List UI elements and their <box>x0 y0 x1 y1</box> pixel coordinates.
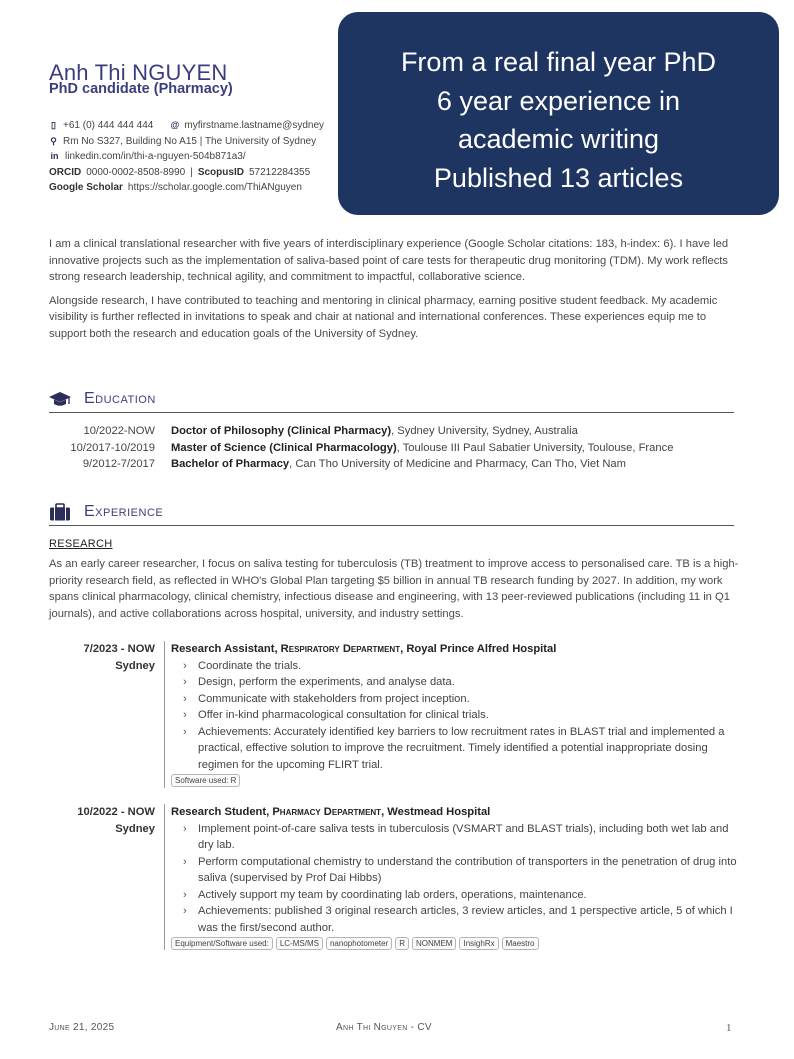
chevron-right-icon: › <box>183 822 187 835</box>
job-entry <box>49 804 739 954</box>
job-department: Pharmacy Department <box>272 806 382 818</box>
education-row <box>49 440 739 457</box>
tool-tag: Equipment/Software used: <box>171 937 273 950</box>
chevron-right-icon: › <box>183 905 187 917</box>
chevron-right-icon: › <box>183 855 187 868</box>
education-place: , Sydney University, Sydney, Australia <box>391 425 578 437</box>
education-place: , Toulouse III Paul Sabatier University, Toulouse, France <box>396 441 674 454</box>
tool-tag: InsighRx <box>459 937 498 950</box>
phone-text: +61 (0) 444 444 444 <box>63 120 154 131</box>
job-organization: Westmead Hospital <box>387 806 491 818</box>
chevron-right-icon: › <box>183 888 187 901</box>
contact-block <box>49 118 324 196</box>
education-heading <box>49 387 734 413</box>
experience-heading <box>49 500 734 526</box>
scopus-label: ScopusID <box>197 166 244 178</box>
list-item: › Coordinate the trials. <box>171 658 746 675</box>
education-row <box>49 423 739 440</box>
job-bullets <box>171 658 746 774</box>
briefcase-icon <box>49 503 71 521</box>
research-intro: As an early career researcher, I focus on saliva testing for tuberculosis (TB) treatment to improve access to personalised care. TB is a high-priority research field, as reflected in WHO's Global Plan targeting $5 billion in annual TB research funding by 2027. In addition, my work spans clinical pharmacology, clinical chemistry, infectious disease and engineering, with 13 peer-reviewed publications (including 11 in Q1 journals), and active collaborations across hospital, university, and industry settings. <box>49 558 739 620</box>
chevron-right-icon: › <box>183 725 187 738</box>
tool-tags <box>171 937 746 950</box>
education-date: 10/2022-NOW <box>83 425 155 437</box>
tool-tag: Software used: R <box>171 774 240 787</box>
callout-line-2: 6 year experience in <box>436 85 681 116</box>
job-divider <box>164 804 165 950</box>
scholar-link[interactable]: https://scholar.google.com/ThiANguyen <box>127 182 302 193</box>
phone-icon: ▯ <box>51 120 56 130</box>
email-icon: @ <box>170 120 180 130</box>
orcid-link[interactable]: 0000-0002-8508-8990 <box>86 166 186 178</box>
job-department: Respiratory Department <box>280 643 401 655</box>
job-date: 7/2023 - NOW <box>83 643 155 655</box>
chevron-right-icon: › <box>183 676 187 688</box>
email-link[interactable]: myfirstname.lastname@sydney <box>184 120 325 131</box>
education-list <box>49 423 739 473</box>
job-city: Sydney <box>115 659 155 672</box>
research-subheading: RESEARCH <box>49 538 113 550</box>
contact-row-scholar <box>49 180 324 196</box>
job-divider <box>164 641 165 788</box>
education-row <box>49 456 739 473</box>
footer-page-number: 1 <box>726 1022 732 1034</box>
job-position: Research Student <box>171 806 267 818</box>
list-item: › Achievements: Accurately identified key barriers to low recruitment rates in BLAST trial and implemented a practical, effective solution to improve the recruitment. Timely identified a potential inappropriate dosing regimen for the upcoming FLIRT trial. <box>183 725 725 771</box>
callout-line-3: academic writing <box>457 124 660 154</box>
graduation-cap-icon <box>49 390 71 408</box>
tool-tag: NONMEM <box>412 937 456 950</box>
address-text: Rm No S327, Building No A15 | The University of Sydney <box>63 135 317 147</box>
tool-tag: nanophotometer <box>326 937 392 950</box>
promo-callout <box>338 12 779 215</box>
education-degree: Master of Science (Clinical Pharmacology) <box>171 441 397 454</box>
callout-line-1: From a real final year PhD <box>400 47 717 77</box>
linkedin-link[interactable]: linkedin.com/in/thi-a-nguyen-504b871a3/ <box>65 151 246 162</box>
job-title: Research Student, Pharmacy Department, Westmead Hospital <box>171 806 491 818</box>
contact-row-linkedin <box>49 149 324 165</box>
chevron-right-icon: › <box>183 709 187 721</box>
orcid-label: ORCID <box>49 166 82 178</box>
footer-title: Anh Thi Nguyen - CV <box>336 1022 432 1033</box>
list-item: › Offer in-kind pharmacological consultation for clinical trials. <box>171 707 746 724</box>
tool-tags <box>171 774 746 787</box>
list-item: › Perform computational chemistry to understand the contribution of transporters in the penetration of drug into saliva (supervised by Prof Dai Hibbs) <box>183 855 737 884</box>
chevron-right-icon: › <box>183 692 187 705</box>
person-name: Anh Thi NGUYEN <box>49 60 228 85</box>
scholar-label: Google Scholar <box>49 182 123 193</box>
job-title: Research Assistant, Respiratory Department, Royal Prince Alfred Hospital <box>171 643 557 655</box>
list-item: › Communicate with stakeholders from project inception. <box>171 691 746 708</box>
person-role: PhD candidate (Pharmacy) <box>49 81 233 97</box>
education-date: 9/2012-7/2017 <box>82 458 155 470</box>
contact-row-address <box>49 134 324 150</box>
summary-section <box>49 236 739 349</box>
location-pin-icon: ⚲ <box>50 135 57 146</box>
scopus-link[interactable]: 57212284355 <box>248 166 311 178</box>
experience-title: Experience <box>84 503 164 520</box>
list-item: › Actively support my team by coordinating lab orders, operations, maintenance. <box>171 887 746 904</box>
linkedin-icon: in <box>50 151 59 161</box>
education-place: , Can Tho University of Medicine and Pharmacy, Can Tho, Viet Nam <box>289 458 626 470</box>
tool-tag: Maestro <box>502 937 539 950</box>
list-item: › Design, perform the experiments, and analyse data. <box>171 674 746 691</box>
job-city: Sydney <box>115 822 155 835</box>
summary-paragraph-2: Alongside research, I have contributed to teaching and mentoring in clinical pharmacy, earning positive student feedback. My academic visibility is further reflected in invitations to speak and chair at national and international conferences. These experiences equip me to support both the research and education goals of the University of Sydney. <box>49 294 718 340</box>
footer-date: June 21, 2025 <box>49 1022 115 1033</box>
education-degree: Bachelor of Pharmacy <box>171 458 290 470</box>
list-item: › Achievements: published 3 original research articles, 3 review articles, and 1 perspective article, 5 of which I was the first/second author. <box>183 905 733 934</box>
contact-row-phone-email <box>49 118 324 134</box>
job-organization: Royal Prince Alfred Hospital <box>406 643 557 655</box>
job-bullets <box>171 821 746 937</box>
contact-row-ids: ORCID 0000-0002-8508-8990 | ScopusID 57212284355 <box>49 165 324 181</box>
job-position: Research Assistant <box>171 643 275 655</box>
summary-paragraph-1: I am a clinical translational researcher with five years of interdisciplinary experience (Google Scholar citations: 183, h-index: 6). I have led innovative projects such as the implementation of saliva-based point of care tests for therapeutic drug monitoring (TDM). My work reflects strong research leadership, technical agility, and commitment to impactful, collaborative science. <box>49 238 729 283</box>
tool-tag: R <box>395 937 409 950</box>
chevron-right-icon: › <box>183 659 187 672</box>
job-entry <box>49 641 739 791</box>
tool-tag: LC-MS/MS <box>276 937 323 950</box>
callout-line-4: Published 13 articles <box>433 162 684 193</box>
education-date: 10/2017-10/2019 <box>70 441 155 454</box>
education-degree: Doctor of Philosophy (Clinical Pharmacy) <box>171 425 392 437</box>
education-title: Education <box>84 390 156 407</box>
job-date: 10/2022 - NOW <box>77 806 155 818</box>
list-item: › Implement point-of-care saliva tests in tuberculosis (VSMART and BLAST trials), including both wet lab and dry lab. <box>183 822 729 851</box>
